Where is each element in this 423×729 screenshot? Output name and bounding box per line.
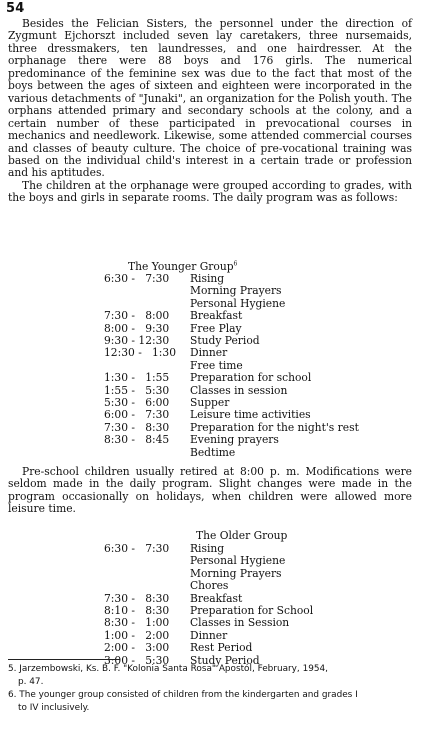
older-schedule-row <box>104 617 289 629</box>
younger-schedule-time: 6:30 - 7:30 <box>104 272 170 285</box>
younger-schedule-row <box>104 347 227 359</box>
younger-schedule-activity: Free time <box>190 358 243 372</box>
older-schedule-activity: Study Period <box>190 653 260 667</box>
older-schedule-time: 7:30 - 8:30 <box>104 591 170 605</box>
younger-schedule-time: 5:30 - 6:00 <box>104 396 170 409</box>
younger-schedule-time: 7:30 - 8:00 <box>104 309 170 323</box>
footnote-divider <box>8 659 120 660</box>
younger-schedule-activity: Leisure time activities <box>190 408 311 422</box>
paragraph-grouping: The children at the orphanage were grouped according to grades, with the boys and girls in separate rooms. The daily program was as follows: <box>8 178 412 205</box>
older-schedule-row <box>104 580 228 592</box>
younger-schedule-time: 7:30 - 8:30 <box>104 420 170 434</box>
younger-schedule-activity: Dinner <box>190 346 228 360</box>
footnote-5-line-2: p. 47. <box>18 677 44 687</box>
older-schedule-time: 8:30 - 1:00 <box>104 616 170 630</box>
older-schedule-activity: Rest Period <box>190 641 253 655</box>
older-schedule-activity: Rising <box>190 542 225 555</box>
footnote-ref-6: 6 <box>233 260 238 268</box>
younger-schedule-time: 1:30 - 1:55 <box>104 371 170 385</box>
footnote-6 <box>8 689 412 715</box>
younger-schedule-row <box>104 285 282 297</box>
footnote-5-line-1: 5. Jarzembowski, Ks. B. F. "Kolonia Santa Rosa" Apostól, February, 1954, <box>8 664 328 674</box>
footnote-5 <box>8 663 412 689</box>
older-schedule-time: 6:30 - 7:30 <box>104 542 170 555</box>
younger-schedule-row <box>104 409 311 421</box>
younger-schedule-activity: Evening prayers <box>190 433 279 447</box>
younger-schedule-activity: Preparation for school <box>190 371 312 385</box>
page-number: 54 <box>6 1 25 16</box>
body-text <box>8 18 412 205</box>
footnote-6-line-1: 6. The younger group consisted of children from the kindergarten and grades I <box>8 690 358 700</box>
younger-schedule-time: 8:00 - 9:30 <box>104 321 170 335</box>
younger-schedule-row <box>104 447 235 459</box>
older-group-title-text: The Older Group <box>196 529 288 542</box>
younger-schedule-time: 1:55 - 5:30 <box>104 383 170 397</box>
younger-group-title-text: The Younger Group <box>128 260 234 273</box>
younger-schedule-activity: Bedtime <box>190 445 236 459</box>
younger-schedule-row <box>104 372 311 384</box>
older-schedule-time: 3:00 - 5:30 <box>104 653 170 667</box>
younger-schedule-row <box>104 434 279 446</box>
older-schedule-time: 1:00 - 2:00 <box>104 628 170 642</box>
older-schedule-activity: Preparation for School <box>190 604 314 617</box>
older-group-title <box>196 530 287 542</box>
younger-schedule-time: 9:30 - 12:30 <box>104 334 170 347</box>
younger-schedule-activity: Morning Prayers <box>190 284 282 298</box>
younger-schedule-row <box>104 310 242 322</box>
older-schedule-activity: Breakfast <box>190 591 243 605</box>
older-schedule-activity: Morning Prayers <box>190 566 282 580</box>
younger-schedule-activity: Rising <box>190 272 225 285</box>
younger-schedule-activity: Study Period <box>190 334 260 347</box>
older-schedule-activity: Personal Hygiene <box>190 554 286 568</box>
older-schedule-activity: Classes in Session <box>190 616 290 630</box>
older-schedule-row <box>104 555 285 567</box>
younger-schedule-activity: Preparation for the night's rest <box>190 420 359 434</box>
younger-schedule-activity: Personal Hygiene <box>190 296 286 310</box>
younger-schedule-activity: Free Play <box>190 321 242 335</box>
older-schedule-row <box>104 642 252 654</box>
younger-schedule-activity: Classes in session <box>190 383 288 397</box>
paragraph-pre-school: Pre-school children usually retired at 8:00 p. m. Modifications were seldom made in the daily program. Slight changes were made in the program occasionally on holidays, when children were allowed more leisure time. <box>8 465 412 516</box>
older-schedule-activity: Chores <box>190 579 229 593</box>
paragraph-personnel: Besides the Felician Sisters, the personnel under the direction of Zygmunt Ejchorszt included seven lay caretakers, three nursemaids, three dressmakers, ten laundresses, and one hairdresser. At the orphanage there were 88 boys and 176 girls. The numerical predominance of the feminine sex was due to the fact that most of the boys between the ages of sixteen and eighteen were incorporated in the various detachments of "Junaki", an organization for the Polish youth. The orphans attended primary and secondary schools at the colony, and a certain number of these participated in prevocational courses in mechanics and needlework. Likewise, some attended commercial courses and classes of beauty culture. The choice of pre-vocational training was based on the individual child's interest in a certain trade or profession and his aptitudes. <box>8 17 412 180</box>
pre-school-paragraph-block <box>8 466 412 516</box>
footnote-6-line-2: to IV inclusively. <box>18 703 90 713</box>
older-schedule-time: 2:00 - 3:00 <box>104 641 170 655</box>
younger-schedule-activity: Supper <box>190 396 230 409</box>
younger-schedule-time: 8:30 - 8:45 <box>104 433 170 447</box>
footnotes <box>8 663 412 715</box>
younger-schedule-time: 12:30 - 1:30 <box>104 346 176 360</box>
older-schedule-activity: Dinner <box>190 628 228 642</box>
younger-schedule-time: 6:00 - 7:30 <box>104 408 170 422</box>
younger-schedule-activity: Breakfast <box>190 309 243 323</box>
older-schedule-time: 8:10 - 8:30 <box>104 604 170 617</box>
